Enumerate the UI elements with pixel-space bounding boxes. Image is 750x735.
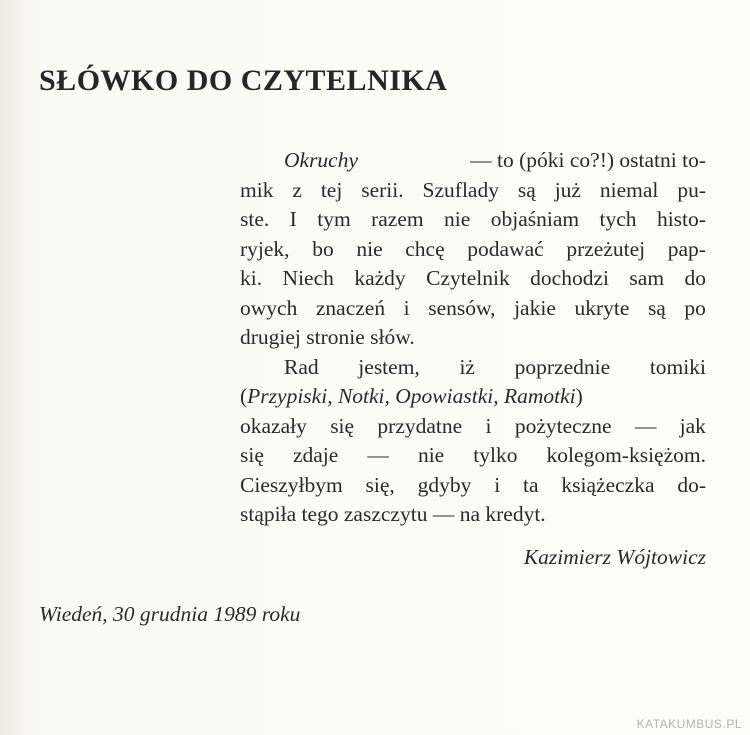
word: gdyby — [417, 472, 472, 497]
word: owych — [240, 295, 298, 320]
word: znaczeń — [315, 295, 386, 320]
text-line — [240, 412, 706, 442]
word: książeczka — [561, 472, 655, 497]
word: sensów, — [428, 295, 496, 320]
watermark: KATAKUMBUS.PL — [636, 717, 742, 731]
word: już — [554, 177, 581, 202]
text-line — [240, 235, 706, 265]
word: zdaje — [292, 443, 339, 467]
word: dochodzi — [530, 266, 609, 290]
text-line — [240, 205, 706, 235]
word: przeżutej — [566, 236, 646, 261]
word: nie — [417, 443, 445, 467]
word: tomiki — [649, 354, 706, 379]
word: niemal — [599, 177, 659, 202]
word: i — [403, 295, 410, 320]
word: — — [634, 413, 657, 438]
text-line — [240, 382, 706, 412]
word: się — [330, 413, 355, 438]
word: tylko — [473, 443, 518, 467]
text-line: drugiej stronie słów. — [240, 325, 415, 349]
place-date-line: Wiedeń, 30 grudnia 1989 roku — [39, 602, 301, 626]
word: podawać — [467, 236, 544, 261]
word: poprzednie — [514, 354, 611, 379]
text-line — [240, 264, 706, 294]
word: ki. — [240, 266, 263, 290]
word: jakie — [514, 295, 556, 320]
page-title: SŁÓWKO DO CZYTELNIKA — [39, 64, 448, 97]
word: się, — [365, 472, 395, 497]
text-line: stąpiła tego zaszczytu — na kredyt. — [240, 502, 546, 526]
word: jestem, — [358, 354, 420, 379]
text-line — [240, 441, 706, 471]
word: i — [494, 472, 501, 497]
word: sam — [629, 266, 665, 290]
word: ukryte — [574, 295, 630, 320]
text-fragment: — to (póki co?!) ostatni to- — [470, 148, 706, 172]
word: Cieszyłbym — [240, 472, 343, 497]
word: Czytelnik — [426, 266, 510, 290]
word: kolegom-księżom. — [546, 443, 706, 467]
body-text — [240, 146, 706, 530]
word: pożyteczne — [514, 413, 612, 438]
word: pap- — [667, 236, 706, 261]
word: każdy — [354, 266, 406, 290]
word: chcę — [405, 236, 445, 261]
word: Rad — [284, 354, 319, 379]
word: i — [485, 413, 492, 438]
emphasized-title: Okruchy — [284, 148, 359, 172]
word: tych — [599, 207, 637, 231]
word: po — [684, 295, 706, 320]
paren-open: ( — [240, 384, 248, 408]
word: objaśniam — [490, 207, 580, 231]
word: jak — [679, 413, 706, 438]
word: — — [367, 443, 389, 467]
text-line — [240, 471, 706, 501]
word: przydatne — [377, 413, 463, 438]
word: tej — [320, 177, 343, 202]
word: są — [647, 295, 666, 320]
word: ta — [523, 472, 539, 497]
word: mik — [240, 177, 274, 202]
word: razem — [371, 207, 424, 231]
word: są — [517, 177, 536, 202]
word: serii. — [361, 177, 404, 202]
word: z — [292, 177, 302, 202]
word: do — [684, 266, 706, 290]
word: ste. — [240, 207, 270, 231]
word: nie — [444, 207, 471, 231]
emphasized-titles: Przypiski, Notki, Opowiastki, Ramotki — [247, 384, 576, 408]
word: histo- — [656, 207, 706, 231]
word: I — [289, 207, 297, 231]
text-line — [240, 146, 706, 176]
word: Niech — [282, 266, 334, 290]
word: pu- — [677, 177, 706, 202]
word: Szuflady — [422, 177, 499, 202]
word: nie — [356, 236, 383, 261]
word: ryjek, — [240, 236, 290, 261]
word: do- — [677, 472, 706, 497]
word: iż — [459, 354, 475, 379]
author-signature: Kazimierz Wójtowicz — [523, 545, 706, 569]
text-line — [240, 176, 706, 206]
word: się — [240, 443, 264, 467]
word: bo — [312, 236, 334, 261]
text-line — [240, 353, 706, 383]
paren-close: ) — [575, 384, 583, 408]
word: okazały — [240, 413, 307, 438]
word: tym — [317, 207, 351, 231]
text-line — [240, 294, 706, 324]
